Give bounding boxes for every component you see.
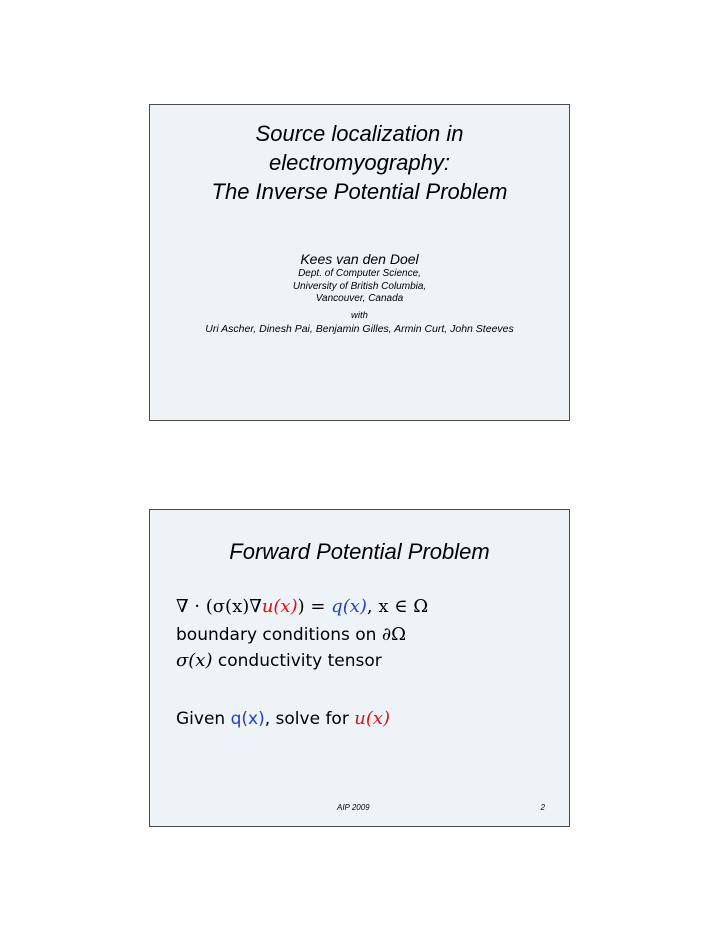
title-slide (149, 104, 570, 421)
author-name: Kees van den Doel (300, 251, 419, 267)
title-line: Source localization in (255, 121, 464, 146)
title-line: electromyography: (269, 150, 450, 175)
boundary-text: boundary conditions on (176, 625, 382, 645)
boundary-line (176, 624, 406, 645)
conductivity-line (176, 650, 382, 671)
boundary-symbol: ∂Ω (381, 624, 407, 645)
slide-title: Forward Potential Problem (229, 539, 490, 564)
with-label: with (351, 310, 368, 321)
given-text: Given (176, 709, 231, 729)
affiliation-line: Dept. of Computer Science, (298, 268, 421, 279)
eq-q: q(x) (331, 596, 367, 617)
solve-u: u(x) (354, 708, 391, 729)
conductivity-text: conductivity tensor (212, 651, 382, 671)
title-line: The Inverse Potential Problem (211, 179, 508, 204)
eq-domain: , x ∈ Ω (366, 596, 429, 617)
affiliation-line: University of British Columbia, (292, 280, 427, 292)
eq-equals: ) = (297, 596, 332, 617)
footer-text: AIP 2009 (337, 803, 370, 812)
coauthors: Uri Ascher, Dinesh Pai, Benjamin Gilles, Armin Curt, John Steeves (205, 323, 514, 335)
slide-title (150, 119, 569, 206)
content-slide (149, 509, 570, 827)
given-line (176, 708, 390, 729)
affiliation (150, 268, 569, 306)
solve-text: , solve for (264, 709, 355, 729)
eq-operator: ∇ · (σ(x)∇ (176, 596, 262, 617)
given-q: q(x) (230, 709, 265, 729)
sigma-symbol: σ(x) (176, 650, 213, 671)
affiliation-line: Vancouver, Canada (315, 293, 404, 304)
page-number: 2 (540, 803, 545, 812)
eq-u: u(x) (261, 596, 298, 617)
equation-line (176, 596, 428, 617)
